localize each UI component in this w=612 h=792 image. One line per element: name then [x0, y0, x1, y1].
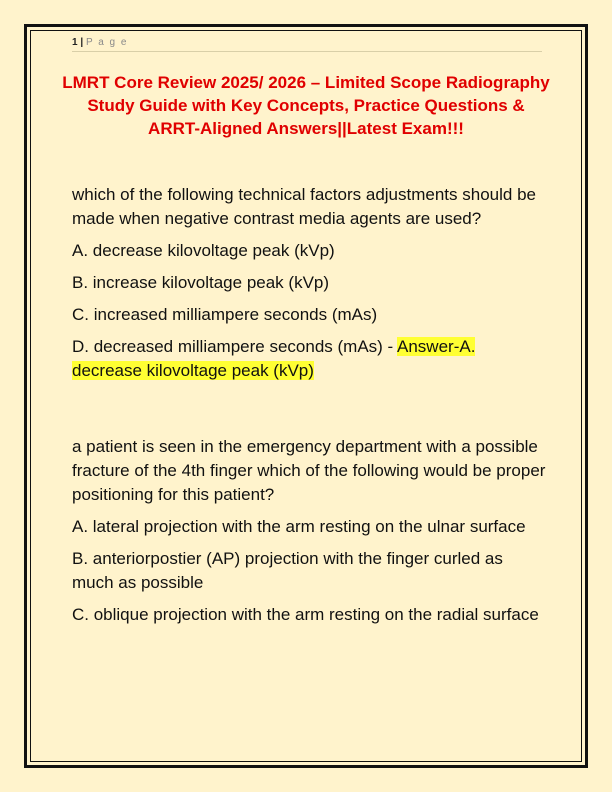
document-body: [72, 183, 547, 635]
question-1-option-b: B. increase kilovoltage peak (kVp): [72, 273, 330, 292]
question-2-option-b: B. anteriorpostier (AP) projection with the finger curled as much as possible: [72, 549, 503, 592]
question-1-option-d: [72, 335, 547, 383]
question-1-option-a: A. decrease kilovoltage peak (kVp): [72, 241, 335, 260]
question-1-option-d-text: D. decreased milliampere seconds (mAs) -: [72, 337, 398, 356]
page-header: [72, 37, 542, 52]
question-2-option-c: C. oblique projection with the arm resting on the radial surface: [72, 605, 539, 624]
question-1-text: which of the following technical factors adjustments should be made when negative contrast media agents are used?: [72, 185, 536, 228]
question-1-answer: Answer-A. decrease kilovoltage peak (kVp): [72, 337, 476, 380]
page-number: 1: [72, 37, 78, 48]
question-2-option-a: A. lateral projection with the arm resting on the ulnar surface: [72, 517, 526, 536]
question-1-option-c: C. increased milliampere seconds (mAs): [72, 305, 378, 324]
question-spacer: [72, 391, 547, 435]
page-separator: |: [80, 37, 84, 48]
page-label: P a g e: [85, 37, 128, 48]
question-2-text: a patient is seen in the emergency department with a possible fracture of the 4th finger which of the following would be proper positioning for this patient?: [72, 437, 546, 504]
document-title: LMRT Core Review 2025/ 2026 – Limited Scope Radiography Study Guide with Key Concepts, Practice Questions & ARRT-Aligned Answers||Latest Exam!!!: [62, 73, 550, 138]
